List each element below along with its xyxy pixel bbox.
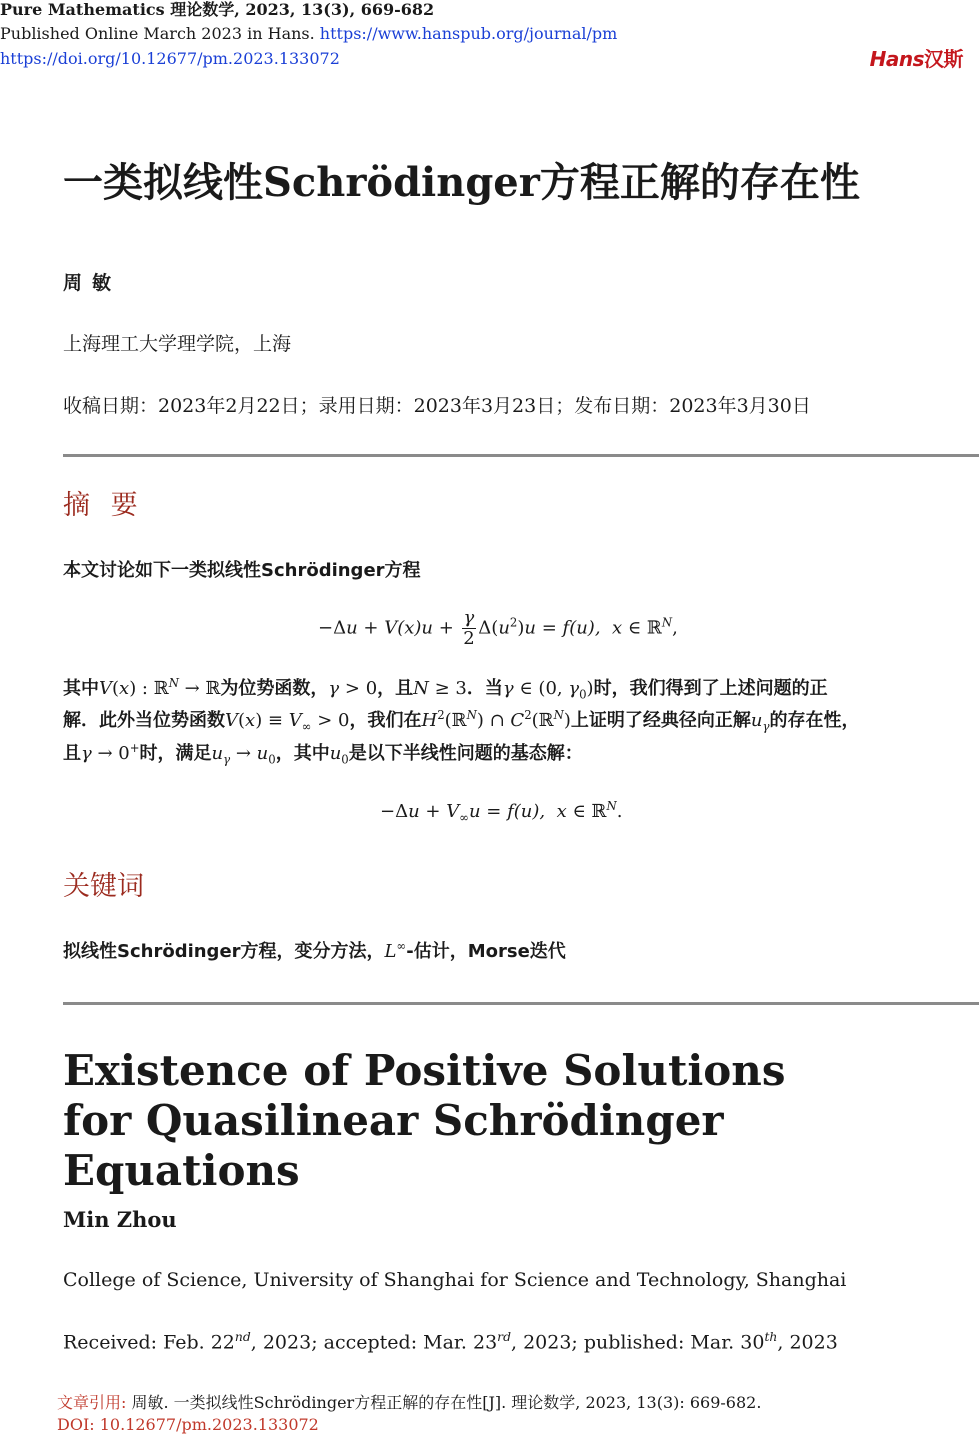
keywords-heading: 关键词 (63, 871, 144, 902)
equation-1: −Δu + V(x)u + $\frac{\gamma}{2}$ $\Delta(u^2)u = f(u)$, x ∈ ℝ$^N$, (318, 607, 678, 649)
page-title-en: Existence of Positive Solutions for Quasilinear Schrödinger Equations (63, 1046, 786, 1195)
title-cn-part-b: Schrödinger (263, 159, 540, 206)
citation-line (57, 1392, 761, 1414)
affiliation-en: College of Science, University of Shanghai for Science and Technology, Shanghai (63, 1269, 847, 1291)
logo-latin: Hans (869, 47, 924, 71)
section-divider-bottom (63, 1002, 979, 1005)
keywords-part-a: 拟线性Schrödinger方程，变分方法， (63, 941, 385, 962)
author-en: Min Zhou (63, 1207, 177, 1232)
keywords-line: 拟线性Schrödinger方程，变分方法，L∞-估计，Morse迭代 (63, 939, 566, 962)
doi-link-line (0, 49, 340, 69)
journal-link[interactable]: https://www.hanspub.org/journal/pm (319, 24, 618, 43)
received-sup: nd (234, 1330, 251, 1344)
published-line (0, 24, 617, 44)
accepted-date: , 2023; accepted: Mar. 23 (250, 1331, 498, 1354)
journal-line: Pure Mathematics 理论数学, 2023, 13(3), 669-682 (0, 0, 435, 19)
abstract-line-1: 其中V(x) : ℝ$^N$ → ℝ为位势函数，γ > 0，且N ≥ 3．当γ ∈ (0, $\gamma_0$)时，我们得到了上述问题的正 (63, 676, 828, 702)
affiliation-cn: 上海理工大学理学院，上海 (63, 333, 292, 355)
citation-text: 周敏. 一类拟线性Schrödinger方程正解的存在性[J]. 理论数学, 2023, 13(3): 669-682. (131, 1393, 762, 1412)
accepted-sup: rd (497, 1330, 511, 1344)
abstract-heading: 摘 要 (63, 490, 144, 521)
published-text: Published Online March 2023 in Hans. (0, 24, 315, 43)
citation-label: 文章引用: (57, 1393, 127, 1412)
title-cn-part-a: 一类拟线性 (63, 160, 263, 206)
keywords-part-b: -估计，Morse迭代 (406, 941, 566, 962)
hans-logo (870, 43, 963, 72)
doi-link[interactable]: https://doi.org/10.12677/pm.2023.133072 (0, 49, 340, 68)
citation-doi[interactable]: DOI: 10.12677/pm.2023.133072 (57, 1415, 319, 1434)
page-title-cn (63, 158, 860, 208)
equation-2: $-\Delta u + V_\infty u = f(u)$, x ∈ ℝ$^N$. (380, 799, 623, 825)
published-sup: th (764, 1330, 778, 1344)
logo-cn: 汉斯 (924, 47, 963, 71)
received-date: Received: Feb. 22 (63, 1331, 235, 1354)
dates-cn: 收稿日期：2023年2月22日；录用日期：2023年3月23日；发布日期：2023年3月30日 (63, 395, 811, 417)
published-date: , 2023; published: Mar. 30 (510, 1331, 765, 1354)
abstract-line-3: 且γ → 0+时，满足$u_\gamma \to u_0$，其中$u_0$是以下半线性问题的基态解： (63, 741, 583, 767)
gamma-over-2-fraction: $\frac{\gamma}{2}$ (463, 607, 475, 649)
title-cn-part-c: 方程正解的存在性 (539, 160, 860, 206)
section-divider-top (63, 454, 979, 457)
dates-en (63, 1330, 838, 1353)
dates-end: , 2023 (777, 1331, 838, 1354)
abstract-intro: 本文讨论如下一类拟线性Schrödinger方程 (63, 560, 421, 581)
abstract-line-2: 解．此外当位势函数$V(x) \equiv V_\infty > 0$，我们在$H^2(ℝ^N)$ ∩ $C^2(ℝ^N)$上证明了经典径向正解$u_\gamma$的存在性， (63, 708, 860, 734)
author-cn: 周敏 (63, 272, 122, 294)
